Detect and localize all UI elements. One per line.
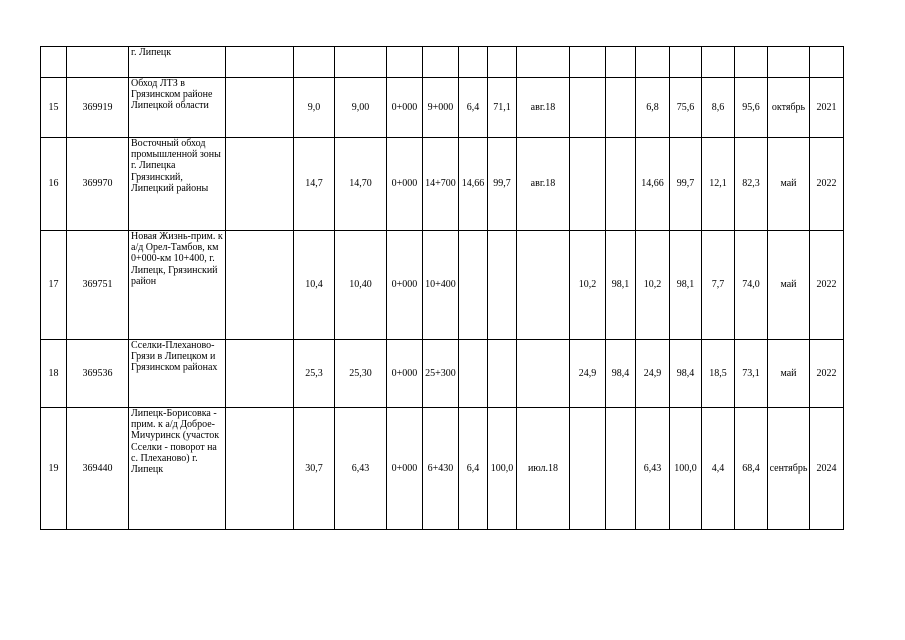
- cell-length-section: 6,43: [335, 408, 387, 530]
- cell-repaired-percent: 100,0: [488, 408, 517, 530]
- cell-repair-date: [517, 231, 570, 340]
- cell-length-total: 10,4: [294, 231, 335, 340]
- cell-month: сентябрь: [768, 408, 810, 530]
- cell-planned-percent: [606, 408, 636, 530]
- cell-month: май: [768, 340, 810, 408]
- cell-row-number: 15: [41, 78, 67, 138]
- cell-km-start: 0+000: [387, 340, 423, 408]
- cell-planned-length: [570, 408, 606, 530]
- cell-repaired-length: 6,4: [459, 408, 488, 530]
- cell-normative-percent: 99,7: [670, 138, 702, 231]
- cell-planned-percent: [606, 138, 636, 231]
- cell-repaired-length: [459, 47, 488, 78]
- cell-road-name: Обход ЛТЗ в Грязинском районе Липецкой области: [129, 78, 226, 138]
- cell-year: 2022: [810, 340, 844, 408]
- cell-repaired-length: [459, 340, 488, 408]
- cell-length-total: 9,0: [294, 78, 335, 138]
- cell-km-start: 0+000: [387, 408, 423, 530]
- cell-normative-length: 10,2: [636, 231, 670, 340]
- table-body: [41, 47, 844, 530]
- cell-length-section: 9,00: [335, 78, 387, 138]
- cell-deficit-percent: [735, 47, 768, 78]
- cell-length-total: 14,7: [294, 138, 335, 231]
- cell-planned-length: [570, 47, 606, 78]
- cell-length-total: [294, 47, 335, 78]
- cell-normative-percent: 98,1: [670, 231, 702, 340]
- cell-normative-percent: 100,0: [670, 408, 702, 530]
- table-row: [41, 408, 844, 530]
- cell-repaired-percent: [488, 340, 517, 408]
- cell-planned-percent: 98,4: [606, 340, 636, 408]
- cell-planned-length: [570, 78, 606, 138]
- cell-year: 2024: [810, 408, 844, 530]
- cell-year: [810, 47, 844, 78]
- table-row: [41, 138, 844, 231]
- cell-deficit-length: 4,4: [702, 408, 735, 530]
- cell-year: 2022: [810, 138, 844, 231]
- cell-month: октябрь: [768, 78, 810, 138]
- cell-normative-length: 6,43: [636, 408, 670, 530]
- cell-road-id: 369751: [67, 231, 129, 340]
- cell-repaired-length: 14,66: [459, 138, 488, 231]
- cell-road-name: г. Липецк: [129, 47, 226, 78]
- cell-deficit-length: 7,7: [702, 231, 735, 340]
- cell-month: май: [768, 138, 810, 231]
- cell-road-name: Липецк-Борисовка - прим. к а/д Доброе-Мичуринск (участок Сселки - поворот на с. Плеханово) г. Липецк: [129, 408, 226, 530]
- cell-blank-col: [226, 138, 294, 231]
- cell-planned-length: 10,2: [570, 231, 606, 340]
- cell-road-id: 369970: [67, 138, 129, 231]
- cell-km-start: 0+000: [387, 138, 423, 231]
- cell-month: май: [768, 231, 810, 340]
- cell-repaired-percent: 99,7: [488, 138, 517, 231]
- cell-road-name: Восточный обход промышленной зоны г. Липецка Грязинский, Липецкий районы: [129, 138, 226, 231]
- cell-length-section: 14,70: [335, 138, 387, 231]
- cell-repair-date: июл.18: [517, 408, 570, 530]
- cell-km-end: [423, 47, 459, 78]
- cell-normative-length: 6,8: [636, 78, 670, 138]
- cell-km-end: 25+300: [423, 340, 459, 408]
- cell-deficit-percent: 73,1: [735, 340, 768, 408]
- cell-repair-date: авг.18: [517, 78, 570, 138]
- table-row: [41, 340, 844, 408]
- cell-normative-length: 24,9: [636, 340, 670, 408]
- cell-month: [768, 47, 810, 78]
- cell-km-end: 14+700: [423, 138, 459, 231]
- cell-road-id: 369536: [67, 340, 129, 408]
- cell-repaired-percent: [488, 231, 517, 340]
- table-row: [41, 231, 844, 340]
- cell-deficit-length: 12,1: [702, 138, 735, 231]
- road-sections-table: [40, 46, 844, 530]
- cell-normative-length: [636, 47, 670, 78]
- cell-row-number: 17: [41, 231, 67, 340]
- cell-km-end: 6+430: [423, 408, 459, 530]
- cell-deficit-length: [702, 47, 735, 78]
- cell-year: 2022: [810, 231, 844, 340]
- cell-normative-length: 14,66: [636, 138, 670, 231]
- cell-year: 2021: [810, 78, 844, 138]
- cell-row-number: 16: [41, 138, 67, 231]
- cell-km-start: 0+000: [387, 231, 423, 340]
- cell-road-id: [67, 47, 129, 78]
- cell-deficit-percent: 74,0: [735, 231, 768, 340]
- cell-planned-percent: [606, 47, 636, 78]
- cell-normative-percent: [670, 47, 702, 78]
- cell-road-name: Сселки-Плеханово-Грязи в Липецком и Грязинском районах: [129, 340, 226, 408]
- cell-km-end: 10+400: [423, 231, 459, 340]
- table-row: [41, 47, 844, 78]
- cell-blank-col: [226, 231, 294, 340]
- cell-blank-col: [226, 78, 294, 138]
- cell-planned-length: 24,9: [570, 340, 606, 408]
- cell-repaired-percent: 71,1: [488, 78, 517, 138]
- cell-repair-date: [517, 340, 570, 408]
- cell-length-section: [335, 47, 387, 78]
- cell-deficit-length: 8,6: [702, 78, 735, 138]
- cell-normative-percent: 75,6: [670, 78, 702, 138]
- cell-blank-col: [226, 340, 294, 408]
- cell-blank-col: [226, 47, 294, 78]
- cell-road-id: 369919: [67, 78, 129, 138]
- cell-repair-date: [517, 47, 570, 78]
- cell-row-number: 18: [41, 340, 67, 408]
- cell-deficit-percent: 82,3: [735, 138, 768, 231]
- cell-planned-percent: 98,1: [606, 231, 636, 340]
- cell-deficit-percent: 68,4: [735, 408, 768, 530]
- cell-row-number: 19: [41, 408, 67, 530]
- cell-length-section: 10,40: [335, 231, 387, 340]
- cell-repair-date: авг.18: [517, 138, 570, 231]
- cell-repaired-percent: [488, 47, 517, 78]
- cell-road-name: Новая Жизнь-прим. к а/д Орел-Тамбов, км 0+000-км 10+400, г. Липецк, Грязинский район: [129, 231, 226, 340]
- cell-normative-percent: 98,4: [670, 340, 702, 408]
- cell-repaired-length: [459, 231, 488, 340]
- cell-km-start: 0+000: [387, 78, 423, 138]
- cell-repaired-length: 6,4: [459, 78, 488, 138]
- cell-deficit-length: 18,5: [702, 340, 735, 408]
- table-row: [41, 78, 844, 138]
- cell-length-total: 30,7: [294, 408, 335, 530]
- cell-planned-percent: [606, 78, 636, 138]
- cell-blank-col: [226, 408, 294, 530]
- cell-row-number: [41, 47, 67, 78]
- cell-km-end: 9+000: [423, 78, 459, 138]
- cell-length-section: 25,30: [335, 340, 387, 408]
- cell-length-total: 25,3: [294, 340, 335, 408]
- cell-planned-length: [570, 138, 606, 231]
- cell-km-start: [387, 47, 423, 78]
- cell-road-id: 369440: [67, 408, 129, 530]
- cell-deficit-percent: 95,6: [735, 78, 768, 138]
